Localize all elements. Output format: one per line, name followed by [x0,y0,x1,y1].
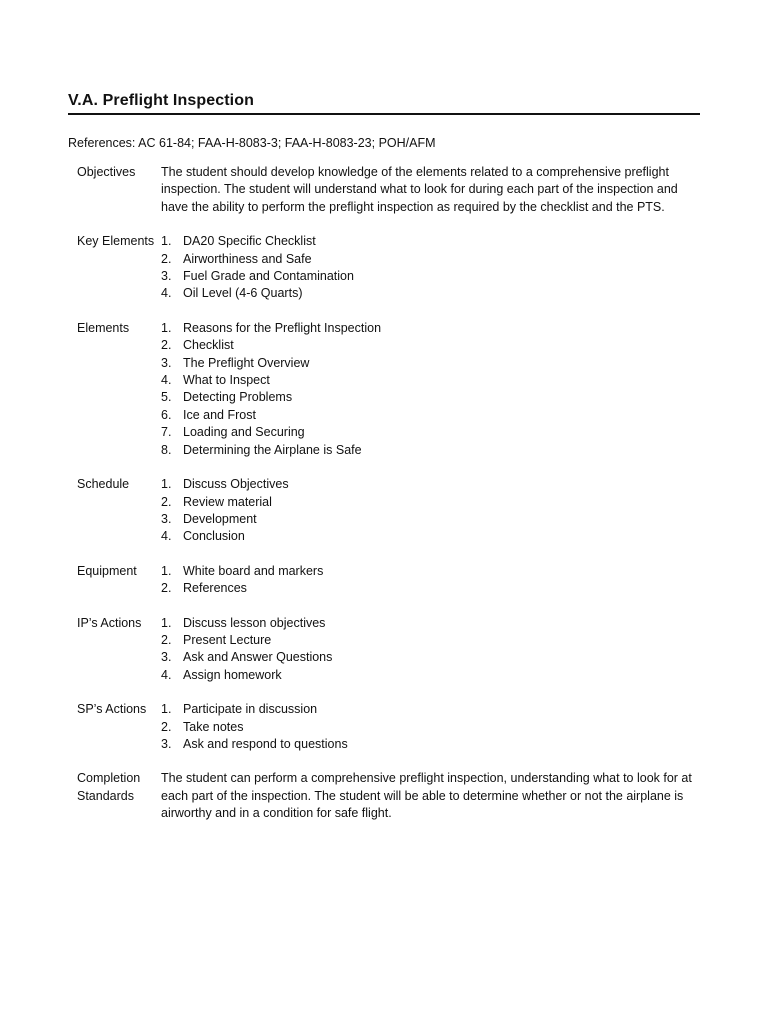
list-item-text: Present Lecture [183,632,272,647]
list-item-text: Discuss lesson objectives [183,615,326,630]
lesson-plan-table [68,164,700,823]
row-equipment [68,563,700,598]
list-item-number: 1. [161,320,172,335]
list-item-text: Ask and Answer Questions [183,650,333,665]
list-item-text: Development [183,511,257,526]
row-label-equipment: Equipment [77,563,137,578]
list-item-text: Reasons for the Preflight Inspection [183,320,382,335]
list-item-text: Take notes [183,719,244,734]
list-item-number: 2. [161,338,172,353]
row-label-completion-standards: Completion Standards [77,771,141,803]
list-item-text: What to Inspect [183,373,270,388]
list-item-text: Determining the Airplane is Safe [183,442,362,457]
equipment-list [161,563,700,598]
row-schedule [68,476,700,546]
objectives-text: The student should develop knowledge of the elements related to a comprehensive preflight inspection. The student will understand what to look for during each part of the inspection and have the ability to perform the preflight inspection as required by the checklist and the PTS. [161,165,678,214]
row-ip-actions [68,615,700,685]
row-label-key-elements: Key Elements [77,234,155,249]
row-sp-actions [68,701,700,753]
list-item-number: 7. [161,425,172,440]
list-item [161,719,700,736]
list-item [161,580,700,597]
list-item [161,337,700,354]
list-item-number: 4. [161,286,172,301]
list-item-number: 1. [161,615,172,630]
document-page [68,92,700,840]
page-title: V.A. Preflight Inspection [68,92,700,115]
list-item [161,701,700,718]
list-item-number: 8. [161,442,172,457]
row-label-schedule: Schedule [77,477,130,492]
row-key-elements [68,233,700,303]
list-item-number: 1. [161,477,172,492]
list-item-text: Discuss Objectives [183,477,289,492]
list-item-number: 3. [161,511,172,526]
ip-actions-list [161,615,700,685]
list-item-text: Conclusion [183,529,245,544]
list-item [161,407,700,424]
list-item [161,389,700,406]
list-item-text: Ask and respond to questions [183,736,348,751]
list-item-text: Ice and Frost [183,407,256,422]
list-item [161,233,700,250]
sp-actions-list [161,701,700,753]
list-item-text: Detecting Problems [183,390,293,405]
row-objectives [68,164,700,216]
list-item-number: 4. [161,667,172,682]
list-item-number: 2. [161,494,172,509]
list-item-number: 3. [161,269,172,284]
list-item-number: 2. [161,581,172,596]
row-label-elements: Elements [77,320,130,335]
list-item-number: 1. [161,702,172,717]
list-item-text: DA20 Specific Checklist [183,234,316,249]
list-item-text: Fuel Grade and Contamination [183,269,354,284]
list-item [161,476,700,493]
list-item-number: 4. [161,373,172,388]
list-item [161,251,700,268]
list-item [161,667,700,684]
list-item-text: Review material [183,494,272,509]
list-item [161,511,700,528]
list-item [161,424,700,441]
list-item [161,268,700,285]
list-item-number: 1. [161,563,172,578]
row-completion-standards [68,770,700,822]
list-item-text: White board and markers [183,563,324,578]
list-item [161,736,700,753]
list-item-number: 2. [161,632,172,647]
list-item-number: 2. [161,251,172,266]
list-item [161,649,700,666]
list-item-number: 3. [161,650,172,665]
list-item-text: Oil Level (4-6 Quarts) [183,286,303,301]
list-item [161,563,700,580]
list-item-text: Loading and Securing [183,425,305,440]
row-label-objectives: Objectives [77,165,136,179]
list-item-number: 3. [161,736,172,751]
list-item [161,528,700,545]
completion-standards-text: The student can perform a comprehensive preflight inspection, understanding what to look for at each part of the inspection. The student will be able to determine whether or not the airplane is airworthy and in a condition for safe flight. [161,771,692,821]
list-item [161,442,700,459]
list-item-text: Checklist [183,338,234,353]
row-label-sp-actions: SP’s Actions [77,702,147,717]
list-item [161,285,700,302]
key-elements-list [161,233,700,303]
list-item [161,615,700,632]
list-item-text: Participate in discussion [183,702,318,717]
list-item-text: Airworthiness and Safe [183,251,312,266]
list-item-number: 6. [161,407,172,422]
list-item [161,355,700,372]
list-item-number: 2. [161,719,172,734]
list-item [161,372,700,389]
list-item [161,494,700,511]
elements-list [161,320,700,459]
list-item-number: 4. [161,529,172,544]
list-item-number: 3. [161,355,172,370]
row-label-ip-actions: IP’s Actions [77,615,142,630]
list-item-text: Assign homework [183,667,282,682]
list-item-number: 1. [161,234,172,249]
list-item [161,320,700,337]
list-item-number: 5. [161,390,172,405]
list-item [161,632,700,649]
references-line: References: AC 61-84; FAA-H-8083-3; FAA-H-8083-23; POH/AFM [68,136,436,150]
schedule-list [161,476,700,546]
list-item-text: The Preflight Overview [183,355,310,370]
row-elements [68,320,700,459]
list-item-text: References [183,581,247,596]
